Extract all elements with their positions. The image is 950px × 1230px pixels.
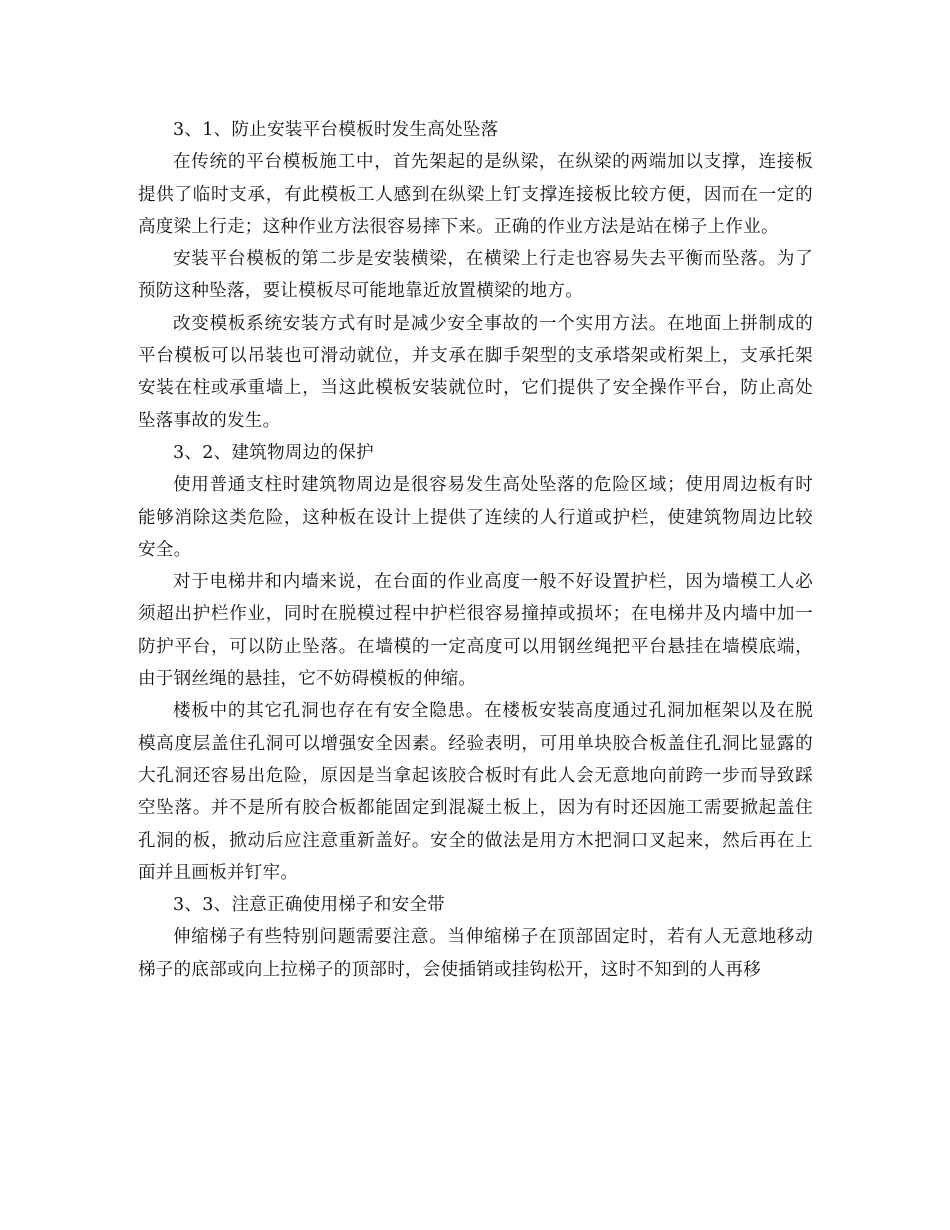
section-heading-3-1: 3、1、防止安装平台模板时发生高处坠落 xyxy=(173,120,499,140)
paragraph-installation-method: 改变模板系统安装方式有时是减少安全事故的一个实用方法。在地面上拼制成的平台模板可以吊装也可滑动就位，并支承在脚手架型的支承塔架或桁架上，支承托架安装在柱或承重墙上，当这此模板安装就位时，它们提供了安全操作平台，防止高处坠落事故的发生。 xyxy=(138,313,813,431)
paragraph-extension-ladder: 伸缩梯子有些特别问题需要注意。当伸缩梯子在顶部固定时，若有人无意地移动梯子的底部或向上拉梯子的顶部时，会使插销或挂钩松开，这时不知到的人再移 xyxy=(138,927,813,980)
section-heading-3-2: 3、2、建筑物周边的保护 xyxy=(173,442,374,463)
paragraph-perimeter: 使用普通支柱时建筑物周边是很容易发生高处坠落的危险区域；使用周边板有时能够消除这类危险，这种板在设计上提供了连续的人行道或护栏，使建筑物周边比较安全。 xyxy=(138,475,813,560)
paragraph-elevator-shaft: 对于电梯井和内墙来说，在台面的作业高度一般不好设置护栏，因为墙模工人必须超出护栏作业，同时在脱模过程中护栏很容易撞掉或损坏；在电梯井及内墙中加一防护平台，可以防止坠落。在墙模的一定高度可以用钢丝绳把平台悬挂在墙模底端，由于钢丝绳的悬挂，它不妨碍模板的伸缩。 xyxy=(138,572,813,690)
paragraph-floor-openings: 楼板中的其它孔洞也存在有安全隐患。在楼板安装高度通过孔洞加框架以及在脱模高度层盖住孔洞可以增强安全因素。经验表明，可用单块胶合板盖住孔洞比显露的大孔洞还容易出危险，原因是当拿起该胶合板时有此人会无意地向前跨一步而导致踩空坠落。并不是所有胶合板都能固定到混凝土板上，因为有时还因施工需要掀起盖住孔洞的板，掀动后应注意重新盖好。安全的做法是用方木把洞口叉起来，然后再在上面并且画板并钉牢。 xyxy=(138,701,813,883)
paragraph-cross-beam: 安装平台模板的第二步是安装横梁，在横梁上行走也容易失去平衡而坠落。为了预防这种坠落，要让模板尽可能地靠近放置横梁的地方。 xyxy=(138,249,813,302)
paragraph-longitudinal-beam: 在传统的平台模板施工中，首先架起的是纵梁，在纵梁的两端加以支撑，连接板提供了临时支承，有此模板工人感到在纵梁上钉支撑连接板比较方便，因而在一定的高度梁上行走；这种作业方法很容易摔下来。正确的作业方法是站在梯子上作业。 xyxy=(138,152,813,237)
section-heading-3-3: 3、3、注意正确使用梯子和安全带 xyxy=(173,895,446,916)
document-page xyxy=(138,114,813,986)
